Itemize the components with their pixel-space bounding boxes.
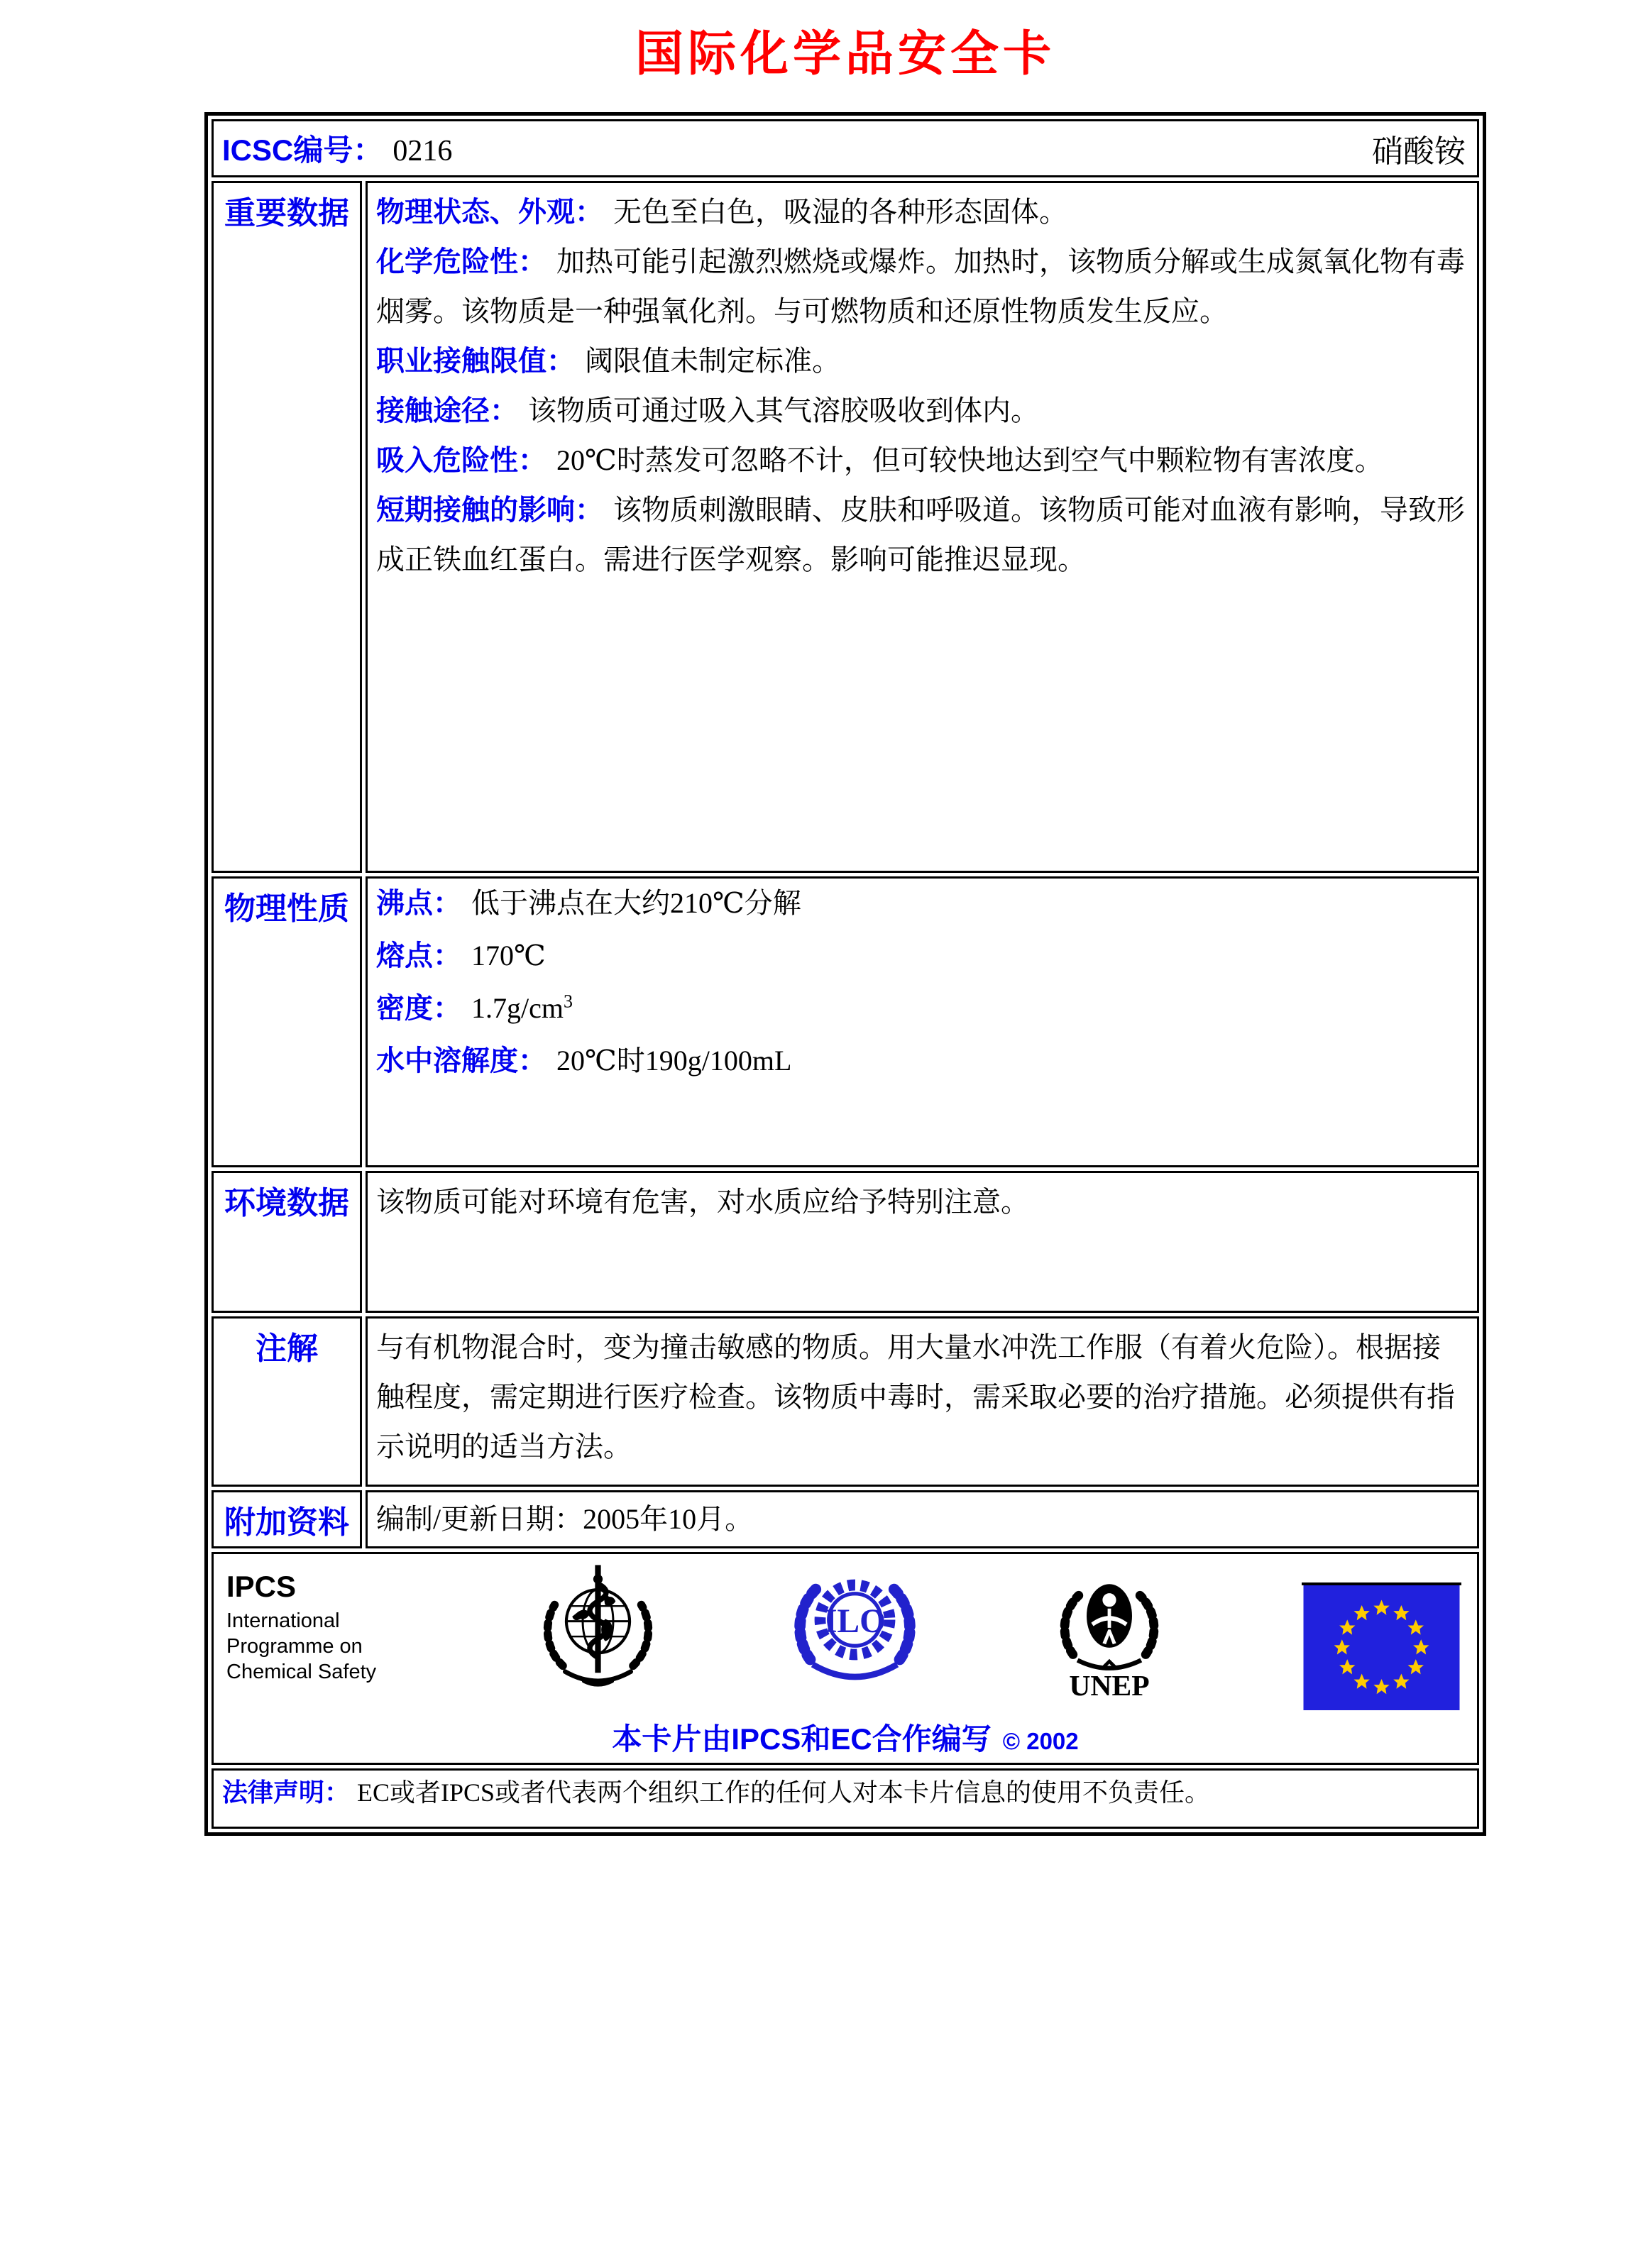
additional-info-label-cell [212, 1490, 362, 1548]
important-data-row [212, 181, 1479, 873]
physical-properties-label-cell [212, 876, 362, 1167]
ilo-logo-icon [793, 1563, 917, 1687]
additional-info-label: 附加资料 [224, 1505, 349, 1540]
notes-text: 与有机物混合时，变为撞击敏感的物质。用大量水冲洗工作服（有着火危险）。根据接触程度，需定期进行医疗检查。该物质中毒时，需采取必要的治疗措施。必须提供有指示说明的适当方法。 [376, 1331, 1455, 1463]
environmental-data-row [212, 1171, 1479, 1313]
notes-content [366, 1316, 1479, 1487]
header-row [212, 119, 1479, 177]
physical-properties-content [366, 876, 1479, 1167]
icsc-number-label: ICSC编号： [222, 133, 383, 167]
legal-row [212, 1768, 1479, 1829]
physical-properties-label: 物理性质 [224, 891, 349, 926]
additional-info-text: 编制/更新日期：2005年10月。 [376, 1503, 754, 1535]
ipcs-title: IPCS [226, 1570, 297, 1603]
water-solubility: 水中溶解度： 20℃时190g/100mL [376, 1045, 792, 1077]
header-cell [212, 119, 1479, 177]
page-title: 国际化学品安全卡 [635, 27, 1055, 81]
environmental-data-text: 该物质可能对环境有危害，对水质应给予特别注意。 [376, 1186, 1029, 1218]
notes-row [212, 1316, 1479, 1487]
svg-text:ILO: ILO [823, 1603, 886, 1640]
unep-logo-icon [1053, 1563, 1166, 1701]
who-logo-icon [539, 1563, 657, 1697]
important-item-exposure-limit: 职业接触限值： 阈限值未制定标准。 [376, 345, 840, 377]
additional-info-content [366, 1490, 1479, 1548]
logos-row [212, 1552, 1479, 1765]
ipcs-text-block: IPCS International Programme on Chemical Safety [226, 1563, 404, 1685]
notes-label: 注解 [256, 1331, 318, 1366]
logos-cell [212, 1552, 1479, 1765]
important-item-physical-state: 物理状态、外观： 无色至白色，吸湿的各种形态固体。 [376, 196, 1067, 228]
boiling-point: 沸点： 低于沸点在大约210℃分解 [376, 887, 801, 919]
icsc-card-table [204, 112, 1486, 1836]
copyright-text: © 2002 [1002, 1728, 1079, 1754]
additional-info-row [212, 1490, 1479, 1548]
eu-flag-icon [1302, 1563, 1461, 1710]
cooperation-text: 本卡片由IPCS和EC合作编写 [612, 1722, 992, 1756]
melting-point: 熔点： 170℃ [376, 940, 546, 971]
svg-text:UNEP: UNEP [1069, 1669, 1150, 1701]
legal-disclaimer [222, 1775, 1468, 1810]
notes-label-cell [212, 1316, 362, 1487]
chemical-name: 硝酸铵 [1372, 134, 1466, 169]
cooperation-footer [222, 1716, 1468, 1758]
important-data-label: 重要数据 [224, 196, 349, 231]
legal-label: 法律声明： [222, 1778, 351, 1807]
environmental-data-label: 环境数据 [224, 1186, 349, 1221]
legal-cell [212, 1768, 1479, 1829]
important-item-short-term-effects: 短期接触的影响： 该物质刺激眼睛、皮肤和呼吸道。该物质可能对血液有影响，导致形成正铁血红蛋白。需进行医学观察。影响可能推迟显现。 [376, 494, 1465, 576]
important-data-label-cell [212, 181, 362, 873]
physical-properties-row [212, 876, 1479, 1167]
environmental-data-label-cell [212, 1171, 362, 1313]
density-exponent: 3 [563, 991, 573, 1012]
important-data-content [366, 181, 1479, 873]
icsc-number-value: 0216 [392, 135, 453, 167]
legal-text-body: EC或者IPCS或者代表两个组织工作的任何人对本卡片信息的使用不负责任。 [357, 1778, 1211, 1807]
important-item-chemical-danger: 化学危险性： 加热可能引起激烈燃烧或爆炸。加热时，该物质分解或生成氮氧化物有毒烟雾。该物质是一种强氧化剂。与可燃物质和还原性物质发生反应。 [376, 246, 1465, 327]
density: 密度： $1.7g/cm^3$ [376, 991, 573, 1024]
icsc-number-field [222, 127, 452, 170]
environmental-data-content [366, 1171, 1479, 1313]
important-item-exposure-route: 接触途径： 该物质可通过吸入其气溶胶吸收到体内。 [376, 395, 1039, 426]
important-item-inhalation-risk: 吸入危险性： 20℃时蒸发可忽略不计，但可较快地达到空气中颗粒物有害浓度。 [376, 444, 1383, 476]
